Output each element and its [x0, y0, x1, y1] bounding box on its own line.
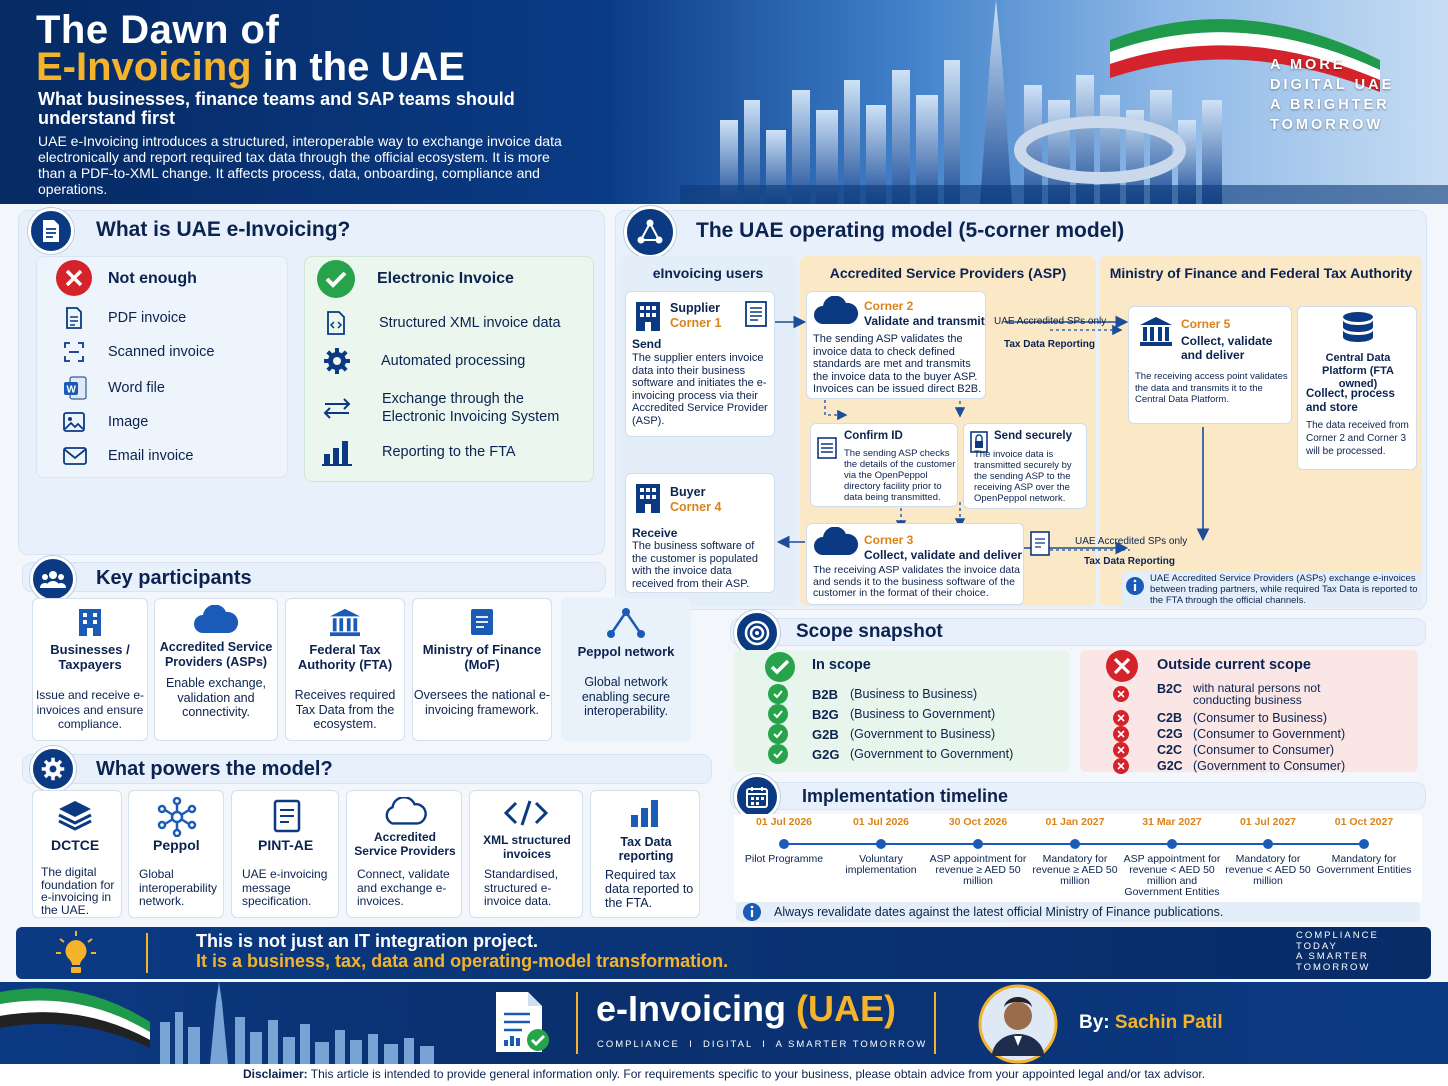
- send-securely-title: Send securely: [994, 430, 1072, 442]
- in-scope-item: [768, 704, 1068, 724]
- participant-card: [154, 598, 278, 741]
- timeline-note-text: Always revalidate dates against the latest official Ministry of Finance publications.: [774, 905, 1224, 919]
- list-item-label: Exchange through the Electronic Invoicing System: [382, 391, 560, 425]
- skyline-footer-illustration: [0, 982, 470, 1064]
- list-item: [62, 306, 186, 330]
- document-icon: [28, 208, 74, 254]
- government-building-icon: [1138, 315, 1174, 347]
- tagline: [1270, 55, 1440, 135]
- author-name: Sachin Patil: [1114, 1012, 1223, 1033]
- scope-code: B2B: [812, 686, 839, 702]
- corner3-title: Collect, validate and deliver: [864, 548, 1023, 562]
- corner5-desc: The receiving access point validates the data and transmits it to the Central Data Platform.: [1135, 371, 1288, 405]
- list-item-label: Email invoice: [108, 448, 194, 464]
- corner5-title: Collect, validate and deliver: [1181, 334, 1273, 362]
- powers-card: [590, 790, 700, 918]
- tagline-line: A MORE: [1270, 57, 1346, 73]
- participant-card: [561, 598, 691, 741]
- transformation-banner: [16, 927, 1431, 979]
- powers-name: Tax Data reporting: [618, 835, 674, 863]
- participant-name: Accredited Service Providers (ASPs): [159, 640, 273, 669]
- powers-name: Accredited Service Providers: [354, 830, 456, 858]
- banner-tag-line: A SMARTER: [1296, 951, 1369, 962]
- powers-name: DCTCE: [51, 837, 100, 853]
- scan-icon: [62, 340, 86, 364]
- tagline-line: DIGITAL UAE: [1270, 77, 1395, 93]
- participant-card: [285, 598, 405, 741]
- banner-line-1: This is not just an IT integration project.: [196, 931, 539, 951]
- participant-name: Peppol network: [577, 644, 675, 659]
- corner2-card: [806, 291, 986, 399]
- checklist-icon: [816, 436, 838, 460]
- tagline-line: TOMORROW: [1270, 117, 1384, 133]
- timeline-date: 30 Oct 2026: [948, 816, 1008, 828]
- timeline-date: 31 Mar 2027: [1142, 816, 1202, 828]
- list-item: [62, 410, 148, 434]
- green-check-icon: [768, 724, 788, 744]
- scope-desc: (Government to Consumer): [1193, 759, 1346, 773]
- author-line: [1079, 1012, 1223, 1034]
- banner-divider: [146, 933, 148, 973]
- by-label: By:: [1079, 1012, 1110, 1033]
- timeline-date: 01 Jul 2027: [1239, 816, 1297, 828]
- outside-scope-item: [1113, 758, 1413, 774]
- tagline-line: A BRIGHTER: [1270, 97, 1390, 113]
- peppol-network-icon: [157, 797, 197, 837]
- title-rest: in the UAE: [262, 45, 465, 89]
- disclaimer-label: Disclaimer:: [242, 1067, 308, 1081]
- powers-card: [346, 790, 462, 918]
- in-scope-list: [768, 684, 1068, 764]
- powers-card: [469, 790, 583, 918]
- confirm-id-desc: The sending ASP checks the details of the customer via the OpenPeppol directory facility prior to data being transmitted.: [844, 448, 956, 503]
- list-item: [62, 444, 193, 468]
- col-users-title: eInvoicing users: [652, 265, 764, 281]
- disclaimer-text: This article is intended to provide general information only. For requirements specific to your business, please obtain advice from your appointed legal and/or tax advisor.: [310, 1067, 1206, 1081]
- powers-card: [128, 790, 224, 918]
- green-check-icon: [768, 744, 788, 764]
- invoice-icon: [744, 300, 768, 328]
- banner-line-2: It is a business, tax, data and operating-model transformation.: [196, 951, 729, 971]
- supplier-action: Send: [632, 337, 662, 351]
- operating-model-title: The UAE operating model (5-corner model): [696, 219, 1125, 242]
- lightbulb-icon: [56, 931, 96, 975]
- exchange-arrows-icon: [322, 396, 352, 420]
- spec-document-icon: [272, 799, 302, 833]
- scope-desc: (Consumer to Business): [1193, 711, 1328, 725]
- scope-desc: (Consumer to Consumer): [1193, 743, 1335, 757]
- corner3-card: [806, 523, 1024, 605]
- scope-desc: (Business to Government): [850, 707, 996, 721]
- note-text: UAE Accredited Service Providers (ASPs) exchange e-invoices between trading partners, while required Tax Data is reported to the FTA through the official channels.: [1150, 573, 1418, 606]
- powers-name: PINT-AE: [258, 837, 314, 853]
- confirm-id-title: Confirm ID: [844, 430, 903, 442]
- in-scope-item: [768, 724, 1068, 744]
- list-item: [62, 375, 165, 401]
- powers-desc: Global interoperability network.: [139, 867, 218, 908]
- intro-text: UAE e-Invoicing introduces a structured, interoperable way to exchange invoice data electronically and report required tax data through the official ecosystem. It is more than a PDF-to-XML change. It affects process, data, onboarding, compliance and operations.: [38, 133, 562, 197]
- list-item-label: Word file: [108, 380, 165, 396]
- confirm-id-card: [810, 423, 958, 507]
- scope-code: C2C: [1157, 743, 1183, 757]
- participant-name: Businesses / Taxpayers: [50, 642, 130, 672]
- list-item-label: Image: [108, 414, 149, 430]
- corner2-desc: The sending ASP validates the invoice data to check defined standards are met and transmits the invoice data to the buyer ASP. Invoices can be issued direct B2B.: [813, 333, 982, 395]
- svg-text:W: W: [66, 384, 76, 396]
- sp-only-label: UAE Accredited SPs only: [994, 316, 1107, 327]
- reporting-arrows: [1050, 300, 1130, 560]
- buyer-desc: The business software of the customer is populated with the invoice data received from their ASP.: [632, 540, 758, 590]
- buyer-card: [625, 473, 775, 593]
- powers-name: XML structured invoices: [483, 833, 571, 861]
- corner5-label: Corner 5: [1181, 317, 1231, 331]
- timeline-label: Pilot Programme: [744, 854, 824, 865]
- info-icon: [742, 902, 762, 922]
- timeline-dot: [1167, 839, 1177, 849]
- participant-name: Ministry of Finance (MoF): [422, 642, 542, 672]
- red-x-icon: [1113, 758, 1129, 774]
- info-icon: [1125, 576, 1145, 596]
- list-item-label: Automated processing: [381, 353, 526, 369]
- powers-desc: Standardised, structured e-invoice data.: [484, 867, 559, 908]
- green-check-icon: [768, 684, 788, 704]
- supplier-name: Supplier: [670, 301, 721, 315]
- list-item: [322, 390, 572, 426]
- code-icon: [504, 799, 548, 827]
- timeline-date: 01 Oct 2027: [1334, 816, 1394, 828]
- cloud-icon: [813, 527, 859, 557]
- pdf-file-icon: [62, 306, 86, 330]
- corner2-title: Validate and transmit: [864, 314, 985, 328]
- timeline-label: Mandatory for revenue ≥ AED 50 million: [1032, 854, 1118, 887]
- e-invoice-document-icon: [490, 990, 552, 1056]
- buyer-action: Receive: [632, 526, 678, 540]
- footer: [0, 982, 1448, 1064]
- powers-desc: Required tax data reported to the FTA.: [605, 868, 694, 910]
- in-scope-title: In scope: [812, 657, 871, 673]
- timeline-label: Mandatory for Government Entities: [1316, 854, 1412, 876]
- list-item-label: PDF invoice: [108, 310, 187, 326]
- title-line-1: The Dawn of: [36, 8, 280, 52]
- timeline-date: 01 Jan 2027: [1045, 816, 1105, 828]
- list-item: [322, 346, 525, 376]
- outside-scope-item: [1113, 726, 1413, 742]
- scope-desc: (Government to Government): [850, 747, 1014, 761]
- scope-code: B2C: [1157, 682, 1183, 696]
- scope-code: B2G: [812, 706, 839, 722]
- cloud-icon: [813, 296, 859, 326]
- timeline-dot: [1070, 839, 1080, 849]
- bar-chart-icon: [322, 438, 352, 466]
- powers-card: [231, 790, 339, 918]
- powers-desc: The digital foundation for e-invoicing in the UAE.: [41, 865, 115, 917]
- in-scope-item: [768, 684, 1068, 704]
- red-x-icon: [1113, 726, 1129, 742]
- participant-desc: Receives required Tax Data from the ecosystem.: [294, 688, 396, 731]
- buyer-name: Buyer: [670, 485, 706, 499]
- col-asp-title: Accredited Service Providers (ASP): [829, 265, 1067, 281]
- footer-brand-accent: (UAE): [796, 988, 897, 1029]
- list-item-label: Reporting to the FTA: [382, 444, 516, 460]
- header-banner: [0, 0, 1448, 204]
- timeline-dot: [876, 839, 886, 849]
- timeline-dot: [1263, 839, 1273, 849]
- participant-desc: Global network enabling secure interoperability.: [581, 675, 671, 718]
- list-item: [324, 310, 561, 336]
- building-icon: [633, 300, 663, 332]
- email-icon: [62, 444, 88, 468]
- footer-divider: [934, 992, 936, 1054]
- outside-scope-item: [1113, 742, 1413, 758]
- image-icon: [62, 410, 86, 434]
- timeline-date: 01 Jul 2026: [852, 816, 910, 828]
- tax-reporting-label: Tax Data Reporting: [1084, 556, 1175, 567]
- powers-desc: UAE e-invoicing message specification.: [242, 867, 328, 908]
- timeline-label: ASP appointment for revenue ≥ AED 50 million: [929, 854, 1027, 887]
- footer-brand-text: e-Invoicing: [596, 988, 787, 1029]
- scope-desc: with natural persons not conducting business: [1193, 681, 1321, 707]
- powers-card: [32, 790, 122, 918]
- powers-desc: Connect, validate and exchange e-invoices.: [357, 867, 450, 908]
- corner5-card: [1128, 306, 1292, 424]
- footer-divider: [576, 992, 578, 1054]
- in-scope-item: [768, 744, 1068, 764]
- banner-tag-line: COMPLIANCE: [1296, 930, 1379, 941]
- operating-model-note: [1122, 572, 1422, 608]
- powers-title: What powers the model?: [96, 758, 333, 780]
- buyer-corner: Corner 4: [670, 500, 722, 514]
- timeline-dot: [973, 839, 983, 849]
- supplier-desc: The supplier enters invoice data into their business software and initiates the e-invoicing process via their Accredited Service Provider (ASP).: [632, 352, 768, 427]
- participants-title: Key participants: [96, 567, 252, 589]
- scope-code: G2C: [1157, 759, 1183, 773]
- footer-brand: [596, 988, 896, 1030]
- building-icon: [76, 607, 104, 637]
- outside-scope-list: [1113, 680, 1413, 774]
- word-file-icon: [62, 375, 88, 401]
- government-building-icon: [328, 607, 362, 637]
- banner-tag-line: TOMORROW: [1296, 961, 1371, 973]
- not-enough-title: Not enough: [108, 270, 197, 287]
- scope-title: Scope snapshot: [796, 621, 943, 642]
- scope-code: C2B: [1157, 711, 1183, 725]
- cloud-icon: [383, 797, 427, 827]
- document-icon: [469, 607, 495, 637]
- timeline-label: Voluntary implementation: [845, 854, 917, 876]
- sp-only-label: UAE Accredited SPs only: [1075, 536, 1188, 547]
- red-x-icon: [1113, 742, 1129, 758]
- cloud-icon: [193, 605, 239, 635]
- timeline-dot: [779, 839, 789, 849]
- scope-code: G2B: [812, 726, 839, 742]
- database-icon: [1341, 311, 1375, 349]
- title-highlight: E-Invoicing: [36, 45, 252, 89]
- author-avatar: [978, 984, 1058, 1064]
- list-item-label: Scanned invoice: [108, 344, 215, 360]
- gear-icon: [322, 346, 352, 376]
- green-check-icon: [315, 258, 357, 305]
- network-icon: [606, 607, 646, 639]
- outside-scope-title: Outside current scope: [1157, 657, 1311, 673]
- tax-reporting-label: Tax Data Reporting: [1004, 339, 1095, 350]
- subtitle: What businesses, finance teams and SAP teams should understand first: [38, 89, 515, 128]
- corner3-desc: The receiving ASP validates the invoice data and sends it to the business software of the customer in the format of their choice.: [813, 564, 1021, 599]
- central-data-platform-card: [1297, 306, 1417, 470]
- timeline-dot: [1359, 839, 1369, 849]
- timeline-label: ASP appointment for revenue < AED 50 million and Government Entities: [1123, 854, 1221, 898]
- list-item: [62, 340, 214, 364]
- scope-desc: (Consumer to Government): [1193, 727, 1346, 741]
- supplier-corner: Corner 1: [670, 316, 722, 330]
- cdp-title: Central Data Platform (FTA owned): [1322, 352, 1394, 390]
- layers-icon: [57, 799, 93, 833]
- building-icon: [633, 482, 663, 514]
- scope-desc: (Business to Business): [850, 687, 978, 701]
- gear-icon: [30, 746, 76, 792]
- red-x-icon: [1113, 710, 1129, 726]
- scope-desc: (Government to Business): [850, 727, 996, 741]
- participant-desc: Oversees the national e-invoicing framework.: [413, 688, 551, 717]
- send-securely-desc: The invoice data is transmitted securely by the sending ASP to the receiving ASP over the OpenPeppol network.: [974, 449, 1072, 504]
- title-line-2: [36, 45, 465, 90]
- scope-code: C2G: [1157, 727, 1183, 741]
- outside-scope-item: [1113, 710, 1413, 726]
- cdp-subtitle: Collect, process and store: [1306, 388, 1395, 414]
- xml-file-icon: [324, 310, 348, 336]
- what-is-title: What is UAE e-Invoicing?: [96, 218, 351, 241]
- banner-tag: [1296, 931, 1379, 973]
- red-x-icon: [54, 258, 94, 303]
- people-icon: [30, 556, 76, 602]
- participant-card: [32, 598, 148, 741]
- participant-card: [412, 598, 552, 741]
- red-x-icon: [1113, 686, 1129, 702]
- disclaimer: [0, 1064, 1448, 1086]
- participant-desc: Enable exchange, validation and connectivity.: [165, 676, 267, 719]
- electronic-invoice-title: Electronic Invoice: [377, 270, 514, 287]
- corner2-label: Corner 2: [864, 299, 914, 313]
- participant-name: Federal Tax Authority (FTA): [297, 642, 393, 672]
- supplier-card: [625, 291, 775, 437]
- col-mof-title: Ministry of Finance and Federal Tax Authority: [1109, 265, 1413, 281]
- timeline-date: 01 Jul 2026: [755, 816, 813, 828]
- participant-desc: Issue and receive e-invoices and ensure compliance.: [35, 688, 145, 731]
- green-check-icon: [768, 704, 788, 724]
- cdp-desc: The data received from Corner 2 and Corner 3 will be processed.: [1306, 420, 1409, 457]
- timeline-label: Mandatory for revenue < AED 50 million: [1225, 854, 1311, 887]
- footer-brand-tag: COMPLIANCE I DIGITAL I A SMARTER TOMORROW: [597, 1039, 928, 1050]
- list-item-label: Structured XML invoice data: [379, 315, 561, 331]
- corner3-label: Corner 3: [864, 533, 914, 547]
- timeline-note: [736, 902, 1420, 922]
- scope-code: G2G: [812, 746, 840, 762]
- powers-name: Peppol: [153, 837, 200, 853]
- outside-scope-item: [1113, 680, 1413, 710]
- bar-chart-icon: [629, 797, 661, 829]
- timeline-title: Implementation timeline: [802, 786, 1009, 806]
- list-item: [322, 438, 516, 466]
- banner-tag-line: TODAY: [1296, 940, 1338, 952]
